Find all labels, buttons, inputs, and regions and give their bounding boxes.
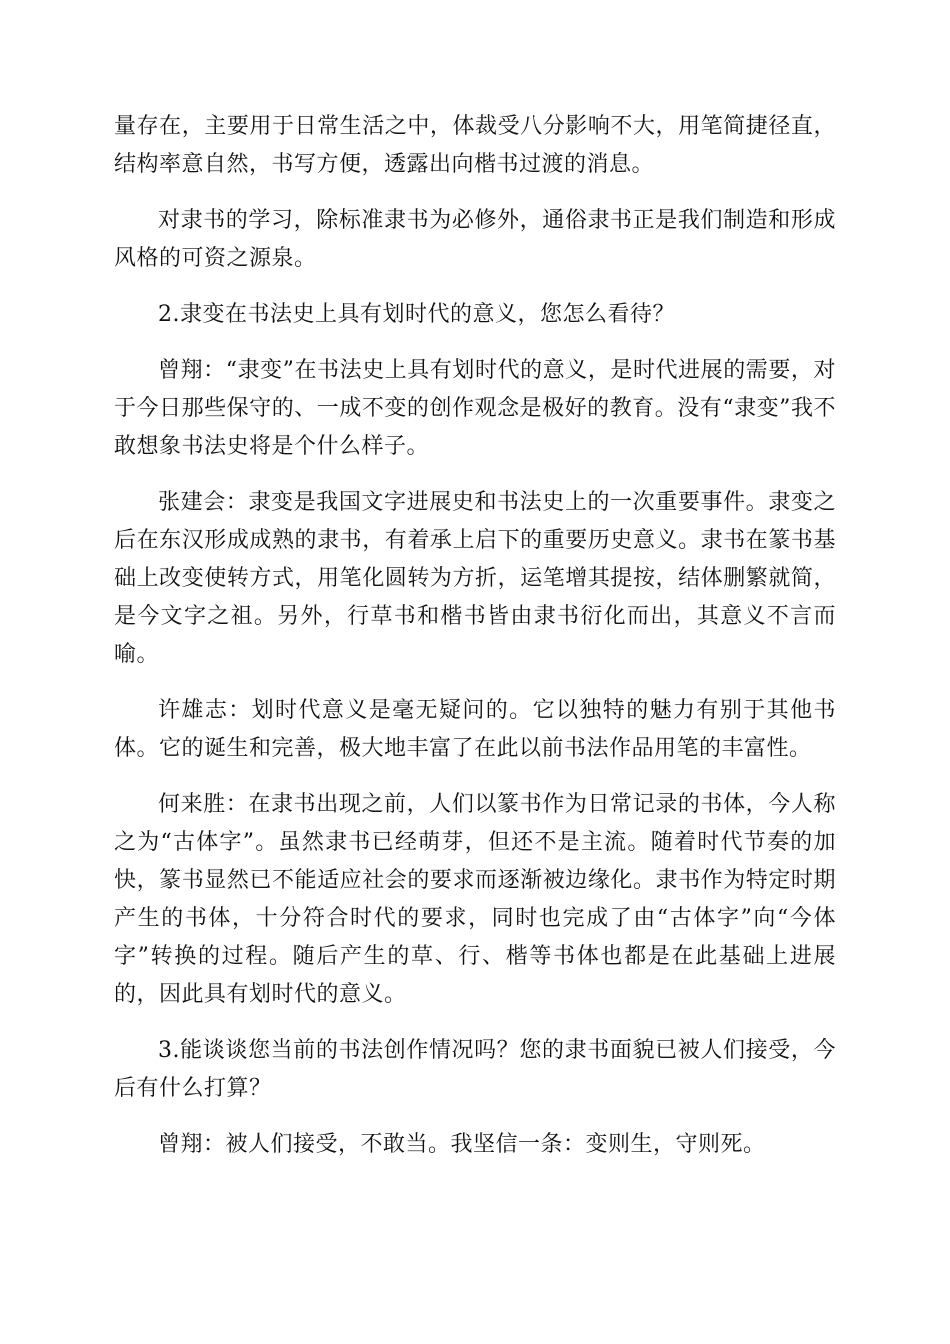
answer-xu-xiongzhi: 许雄志：划时代意义是毫无疑问的。它以独特的魅力有别于其他书体。它的诞生和完善，极大地丰富了在此以前书法作品用笔的丰富性。 [114, 698, 836, 761]
answer-zeng-xiang: 曾翔：“隶变”在书法史上具有划时代的意义，是时代进展的需要，对于今日那些保守的、一成不变的创作观念是极好的教育。没有“隶变”我不敢想象书法史将是个什么样子。 [114, 358, 836, 459]
document-body [114, 108, 836, 1182]
paragraph-continuation: 量存在，主要用于日常生活之中，体裁受八分影响不大，用笔简捷径直，结构率意自然，书写方便，透露出向楷书过渡的消息。 [114, 114, 836, 177]
answer-zhang-jianhui: 张建会：隶变是我国文字进展史和书法史上的一次重要事件。隶变之后在东汉形成成熟的隶书，有着承上启下的重要历史意义。隶书在篆书基础上改变使转方式，用笔化圆转为方折，运笔增其提按，结体删繁就简，是今文字之祖。另外，行草书和楷书皆由隶书衍化而出，其意义不言而喻。 [114, 490, 836, 667]
answer-he-laisheng: 何来胜：在隶书出现之前，人们以篆书作为日常记录的书体，今人称之为“古体字”。虽然隶书已经萌芽，但还不是主流。随着时代节奏的加快，篆书显然已不能适应社会的要求而逐渐被边缘化。隶书作为特定时期产生的书体，十分符合时代的要求，同时也完成了由“古体字”向“今体字”转换的过程。随后产生的草、行、楷等书体也都是在此基础上进展的，因此具有划时代的意义。 [114, 792, 836, 1007]
answer-zeng-xiang-2: 曾翔：被人们接受，不敢当。我坚信一条：变则生，守则死。 [158, 1132, 766, 1157]
question-3: 3.能谈谈您当前的书法创作情况吗？您的隶书面貌已被人们接受，今后有什么打算？ [114, 1038, 836, 1101]
question-2: 2.隶变在书法史上具有划时代的意义，您怎么看待？ [158, 302, 675, 327]
paragraph-clerical-study: 对隶书的学习，除标准隶书为必修外，通俗隶书正是我们制造和形成风格的可资之源泉。 [114, 208, 836, 271]
